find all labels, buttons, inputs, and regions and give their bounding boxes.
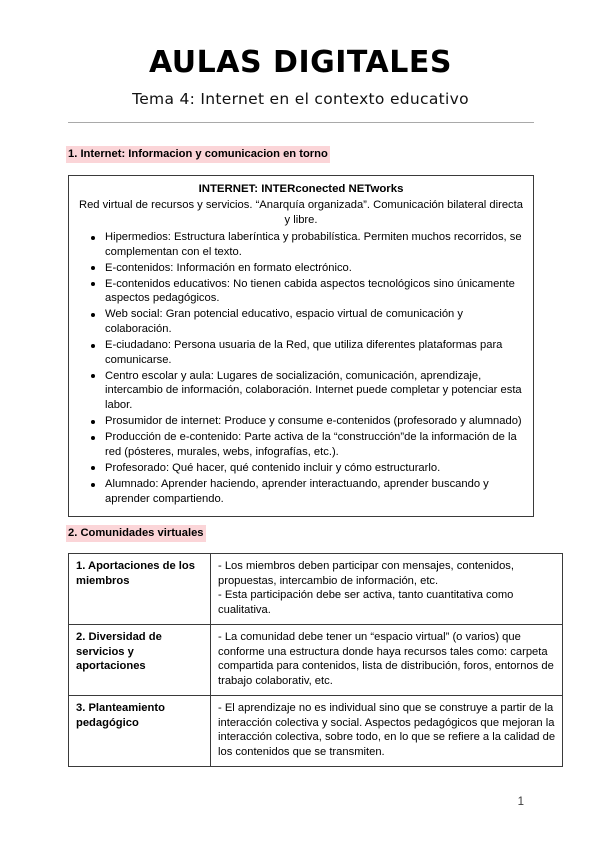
list-item: E-contenidos educativos: No tienen cabida aspectos tecnológicos sino únicamente aspectos pedagógicos. — [77, 277, 523, 306]
page-number: 1 — [517, 796, 524, 808]
page-subtitle: Tema 4: Internet en el contexto educativo — [132, 90, 469, 108]
internet-definition-box — [68, 175, 534, 517]
list-item: Hipermedios: Estructura laberíntica y probabilística. Permiten muchos recorridos, se complementan con el texto. — [77, 230, 523, 259]
table-cell-label: 1. Aportaciones de los miembros — [69, 554, 211, 625]
header-divider — [68, 122, 534, 123]
table-cell-body — [211, 625, 563, 696]
list-item: Web social: Gran potencial educativo, espacio virtual de comunicación y colaboración. — [77, 307, 523, 336]
table-cell-body — [211, 554, 563, 625]
cell-line: - Los miembros deben participar con mensajes, contenidos, propuestas, intercambio de información, etc. — [218, 560, 514, 587]
table-cell-body — [211, 696, 563, 767]
table-cell-label: 2. Diversidad de servicios y aportaciones — [69, 625, 211, 696]
list-item: Producción de e-contenido: Parte activa de la “construcción”de la información de la red (pósteres, murales, webs, infografías, etc.). — [77, 430, 523, 459]
box-title: INTERNET: INTERconected NETworks — [198, 183, 404, 195]
list-item: Profesorado: Qué hacer, qué contenido incluir y cómo estructurarlo. — [77, 461, 523, 476]
cell-line: - Esta participación debe ser activa, tanto cuantitativa como cualitativa. — [218, 589, 514, 616]
internet-concepts-list — [77, 230, 525, 506]
list-item: Alumnado: Aprender haciendo, aprender interactuando, aprender buscando y aprender compartiendo. — [77, 477, 523, 506]
table-row — [69, 696, 563, 767]
page-title: AULAS DIGITALES — [149, 45, 452, 80]
table-cell-label: 3. Planteamiento pedagógico — [69, 696, 211, 767]
section-heading-1: 1. Internet: Informacion y comunicacion en torno — [66, 146, 330, 163]
cell-line: - La comunidad debe tener un “espacio virtual” (o varios) que conforme una estructura donde haya recursos tales como: carpeta compartida para contenidos, lista de distribución, foros, entornos de trabajo colaborativ, etc. — [218, 631, 554, 687]
list-item: E-contenidos: Información en formato electrónico. — [77, 261, 523, 276]
list-item: Prosumidor de internet: Produce y consume e-contenidos (profesorado y alumnado) — [77, 414, 523, 429]
cell-line: - El aprendizaje no es individual sino que se construye a partir de la interacción colectiva y social. Aspectos pedagógicos que mejoran la interacción colectiva, sobre todo, en lo que se refiere a la calidad de los contenidos que se transmiten. — [218, 702, 556, 758]
section-heading-2: 2. Comunidades virtuales — [66, 525, 206, 542]
box-intro-text: Red virtual de recursos y servicios. “Anarquía organizada”. Comunicación bilateral directa y libre. — [79, 199, 523, 226]
table-row — [69, 554, 563, 625]
table-row — [69, 625, 563, 696]
list-item: E-ciudadano: Persona usuaria de la Red, que utiliza diferentes plataformas para comunicarse. — [77, 338, 523, 367]
list-item: Centro escolar y aula: Lugares de socialización, comunicación, aprendizaje, intercambio de información, colaboración. Internet puede completar y potenciar esta labor. — [77, 369, 523, 413]
virtual-communities-table — [68, 553, 563, 767]
